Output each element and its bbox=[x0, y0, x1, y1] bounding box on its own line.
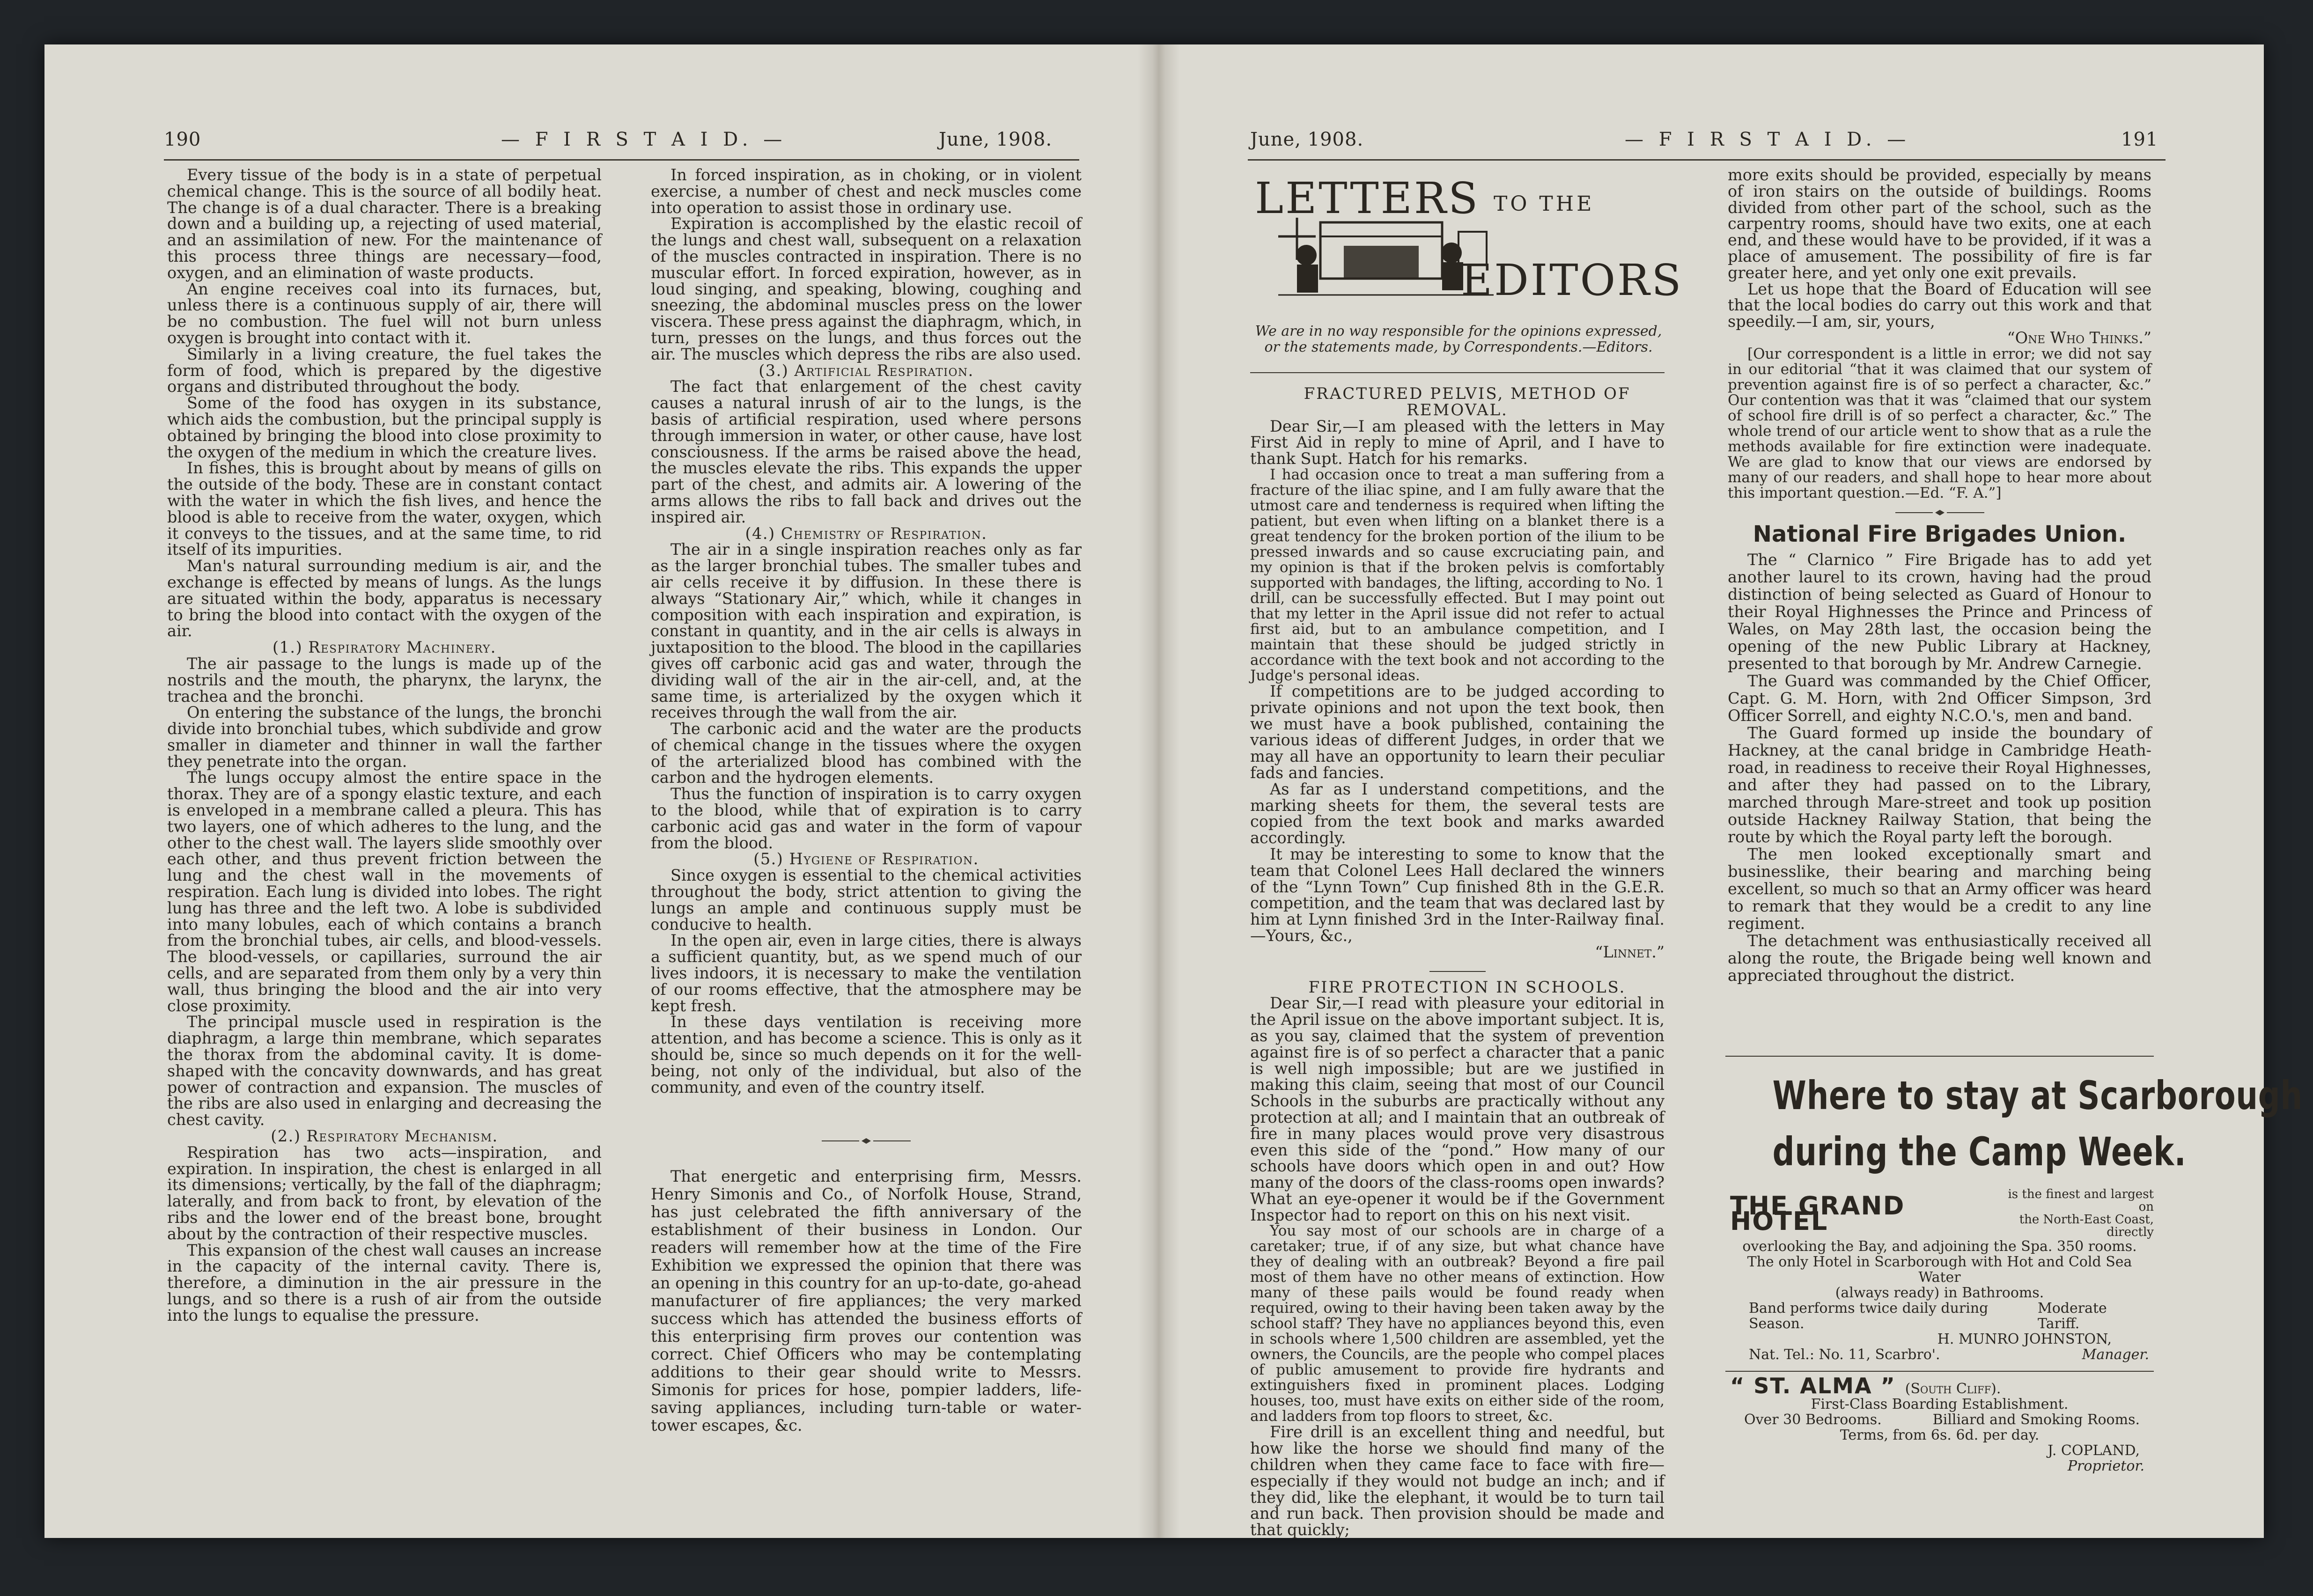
tariff-text: Moderate Tariff. bbox=[2038, 1300, 2107, 1332]
advert-headline-2: during the Camp Week. bbox=[1772, 1129, 2187, 1175]
paragraph: If competitions are to be judged according to private opinions and not upon the text book, then we must have a book published, containing the various ideas of different Judges, in order that we may all have an opportunity to learn their peculiar fads and fancies. bbox=[1250, 682, 1665, 782]
journal-title: — F I R S T A I D. — bbox=[501, 129, 787, 150]
paragraph: The air passage to the lungs is made up of the nostrils and the mouth, the pharynx, the larynx, the trachea and the bronchi. bbox=[167, 654, 602, 706]
logo-word-editors: EDITORS bbox=[1461, 255, 1683, 305]
paragraph: In forced inspiration, as in choking, or in violent exercise, a number of chest and neck muscles come into operation to assist those in ordinary use. bbox=[651, 166, 1082, 217]
paragraph: Every tissue of the body is in a state of perpetual chemical change. This is the source of all bodily heat. The change is of a dual character. There is a breaking down and a building up, a rejecting of used material, and an assimilation of new. For the maintenance of this process three things are necessary—food, oxygen, and an elimination of waste products. bbox=[167, 166, 602, 282]
advert-line: First-Class Boarding Establishment. bbox=[1811, 1396, 2069, 1412]
ornament-divider bbox=[822, 1138, 911, 1144]
paragraph: I had occasion once to treat a man suffering from a fracture of the iliac spine, and I am fully aware that the utmost care and tenderness is required when lifting the patient, but even when lifting on a blanket there is a great tendency for the broken portion of the ilium to be pressed inwards and so cause excruciating pain, and my opinion is that if the broken pelvis is comfortably supported with bandages, the lifting, according to No. 1 drill, can be successfully effected. But I may point out that my letter in the April issue did not refer to actual first aid, but to an ambulance competition, and I maintain that these should be judged strictly in accordance with the text book and not according to the Judge's personal ideas. bbox=[1250, 466, 1665, 684]
telephone: Nat. Tel.: No. 11, Scarbro'. bbox=[1749, 1346, 1940, 1363]
paragraph: Fire drill is an excellent thing and needful, but how like the horse we should find many of the children when they came face to face with fire—especially if they would not budge an inch; and if they did, like the elephant, it would be to turn tail and run back. Then provision should be made and that quickly; bbox=[1250, 1423, 1665, 1539]
billiard-text: Billiard and Smoking Rooms. bbox=[1932, 1412, 2140, 1428]
paragraph: The air in a single inspiration reaches only as far as the larger bronchial tubes. The smaller tubes and air cells receive it by diffusion. In these there is always “Stationary Air,” which, while it changes in composition with each inspiration and expiration, is constant in quantity, and in the air cells is always in juxtaposition to the blood. The blood in the capillaries gives off carbonic acid gas and water, through the dividing wall of the air in the air-cell, and, at the same time, is arterialized by the oxygen which it receives through the wall from the air. bbox=[651, 540, 1082, 722]
manager-name: H. MUNRO JOHNSTON, bbox=[1937, 1331, 2112, 1347]
left-page bbox=[44, 44, 1138, 1538]
paragraph: Expiration is accomplished by the elastic recoil of the lungs and chest wall, subsequent on a relaxation of the muscles contracted in inspiration. There is no muscular effort. In forced expiration, however, as in loud singing, and speaking, blowing, coughing and sneezing, the abdominal muscles press on the lower viscera. These press against the diaphragm, which, in turn, presses on the lungs, and thus forces out the air. The muscles which depress the ribs are also used. bbox=[651, 214, 1082, 363]
alma-name: “ ST. ALMA ” bbox=[1730, 1373, 1896, 1398]
paragraph: more exits should be provided, especially by means of iron stairs on the outside of buildings. Rooms divided from other part of the school, such as the carpentry rooms, should have two exits, one at each end, and these would have to be provided, if it was a place of amusement. The possibility of fire is far greater here, and yet only one exit prevails. bbox=[1728, 166, 2151, 282]
paragraph: Similarly in a living creature, the fuel takes the form of food, which is prepared by the digestive organs and distributed throughout the body. bbox=[167, 345, 602, 396]
paragraph: The detachment was enthusiastically received all along the route, the Brigade being well known and appreciated throughout the district. bbox=[1728, 931, 2151, 985]
paragraph: The Guard formed up inside the boundary of Hackney, at the canal bridge in Cambridge Heath-road, in readiness to receive their Royal Highnesses, and after they had passed on to the Library, marched through Mare-street and took up position outside Hackney Railway Station, that being the route by which the Royal party left the borough. bbox=[1728, 723, 2151, 846]
letter-heading: FIRE PROTECTION IN SCHOOLS. bbox=[1308, 978, 1626, 997]
paragraph: This expansion of the chest wall causes an increase in the capacity of the internal cavity. There is, therefore, a diminution in the air pressure in the lungs, and so there is a rush of air from the outside into the lungs to equalise the pressure. bbox=[167, 1241, 602, 1324]
section-heading: (2.) Respiratory Mechanism. bbox=[271, 1127, 498, 1146]
magazine-spread bbox=[44, 44, 2303, 1539]
alma-title-row bbox=[1730, 1373, 2154, 1398]
advert-line-row bbox=[1725, 1301, 2154, 1331]
ornament-divider bbox=[1895, 509, 1984, 516]
paragraph: Thus the function of inspiration is to carry oxygen to the blood, while that of expiration is to carry carbonic acid gas and water in the form of vapour from the blood. bbox=[651, 785, 1082, 852]
paragraph: Dear Sir,—I read with pleasure your editorial in the April issue on the above important subject. It is, as you say, claimed that the system of prevention against fire is of so perfect a character that a panic is well nigh impossible; but are we justified in making this claim, seeing that most of our Council Schools in the suburbs are practically without any protection at all; and I maintain that an outbreak of fire in many places would prove very disastrous even this side of the “pond.” How many of our schools have doors which open in and out? How many of the doors of the class-rooms open inwards? What an eye-opener it would be if the Government Inspector had to report on this on his next visit. bbox=[1250, 994, 1665, 1224]
band-text: Band performs twice daily during Season. bbox=[1749, 1300, 1989, 1332]
hotel-name: THE GRAND HOTEL bbox=[1730, 1191, 1905, 1236]
advert-divider bbox=[1725, 1371, 2154, 1372]
advert-line: (always ready) in Bathrooms. bbox=[1835, 1285, 2044, 1301]
page-number: 190 bbox=[164, 129, 201, 150]
issue-date: June, 1908. bbox=[1250, 129, 1364, 150]
paragraph: You say most of our schools are in charge of a caretaker; true, if of any size, but what chance have they of dealing with an outbreak? Beyond a fire pail most of them have no other means of extinction. How many of these pails would be found ready when required, owing to their having been taken away by the school staff? They have no appliances beyond this, even in schools where 1,500 children are assembled, yet the owners, the Councils, are the people who compel places of public amusement to provide fire hydrants and extinguishers fixed in prominent places. Lodging houses, too, must have exits on either side of the room, and ladders from top floors to street, &c. bbox=[1250, 1222, 1665, 1425]
section-title: National Fire Brigades Union. bbox=[1753, 521, 2127, 547]
short-rule bbox=[1429, 971, 1486, 972]
advert-line: Terms, from 6s. 6d. per day. bbox=[1840, 1427, 2040, 1443]
paragraph: The men looked exceptionally smart and businesslike, their bearing and marching being excellent, so much so that an Army officer was heard to remark that they would be a credit to any line regiment. bbox=[1728, 845, 2151, 933]
proprietor-name: J. COPLAND, bbox=[2048, 1442, 2140, 1459]
page-number: 191 bbox=[2121, 129, 2158, 150]
book-gutter bbox=[1138, 44, 1180, 1538]
advert-headline-1: Where to stay at Scarborough bbox=[1772, 1073, 2303, 1118]
left-column-1 bbox=[167, 167, 602, 1445]
paragraph: An engine receives coal into its furnaces, but, unless there is a continuous supply of air, there will be no combustion. The fuel will not burn unless oxygen is brought into contact with it. bbox=[167, 279, 602, 347]
letter-heading: FRACTURED PELVIS, METHOD OF REMOVAL. bbox=[1304, 384, 1631, 419]
disclaimer: We are in no way responsible for the opinions expressed, or the statements made, by Correspondents.—Editors. bbox=[1255, 323, 1662, 355]
journal-title: — F I R S T A I D. — bbox=[1625, 129, 1911, 150]
paragraph: That energetic and enterprising firm, Messrs. Henry Simonis and Co., of Norfolk House, Strand, has just celebrated the fifth anniversary of the establishment of their business in London. Our readers will remember how at the time of the Fire Exhibition we expressed the opinion that there was an opening in this country for an up-to-date, go-ahead manufacturer of fire appliances; the very marked success which has attended the business efforts of this enterprising firm proves our contention was correct. Chief Officers who may be contemplating additions to their gear should write to Messrs. Simonis for prices for hose, pompier ladders, life-saving appliances, including turn-table or water-tower escapes, &c. bbox=[651, 1167, 1082, 1435]
paragraph: Let us hope that the Board of Education will see that the local bodies do carry out this work and that speedily.—I am, sir, yours, bbox=[1728, 279, 2151, 331]
letters-to-the-editors-logo bbox=[1250, 171, 1683, 311]
paragraph: The carbonic acid and the water are the products of chemical change in the tissues where the oxygen of the arterialized blood has combined with the carbon and the hydrogen elements. bbox=[651, 720, 1082, 787]
caption-rule bbox=[1250, 372, 1665, 373]
paragraph: It may be interesting to some to know that the team that Colonel Lees Hall declared the winners of the “Lynn Town” Cup finished 8th in the G.E.R. competition, and the team that was declared last by him at Lynn finished 3rd in the Inter-Railway final.—Yours, &c., bbox=[1250, 845, 1665, 945]
paragraph: The principal muscle used in respiration is the diaphragm, a large thin membrane, which separates the thorax from the abdominal cavity. It is dome-shaped with the concavity downwards, and has great power of contraction and expansion. The muscles of the ribs are also used in enlarging and decreasing the chest cavity. bbox=[167, 1013, 602, 1129]
paragraph: Since oxygen is essential to the chemical activities throughout the body, strict attention to giving the lungs an ample and continuous supply must be conducive to health. bbox=[651, 866, 1082, 934]
section-heading: (4.) Chemistry of Respiration. bbox=[745, 524, 987, 543]
advert-rule bbox=[1725, 1056, 2154, 1057]
hotel-tagline bbox=[1990, 1188, 2154, 1239]
paragraph: Respiration has two acts—inspiration, and expiration. In inspiration, the chest is enlarged in all its dimensions; vertically, by the fall of the diaphragm; laterally, and from back to front, by elevation of the ribs and the lower end of the breast bone, brought about by the contraction of their respective muscles. bbox=[167, 1143, 602, 1243]
right-column-2 bbox=[1728, 167, 2151, 1038]
logo-word-letters: LETTERS bbox=[1255, 173, 1480, 223]
header-rule bbox=[164, 159, 1079, 161]
hotel-tagline-line-1: is the finest and largest on bbox=[2008, 1187, 2154, 1214]
proprietor-title: Proprietor. bbox=[2067, 1458, 2144, 1474]
advert-line-row bbox=[1725, 1347, 2154, 1362]
paragraph: Dear Sir,—I am pleased with the letters in May First Aid in reply to mine of April, and I have to thank Supt. Hatch for his remarks. bbox=[1250, 417, 1665, 468]
left-column-2 bbox=[651, 167, 1082, 1445]
paragraph: As far as I understand competitions, and the marking sheets for them, the several tests are copied from the text book and marks awarded accordingly. bbox=[1250, 780, 1665, 847]
paragraph: The “ Clarnico ” Fire Brigade has to add yet another laurel to its crown, having had the proud distinction of being selected as Guard of Honour to their Royal Highnesses the Prince and Princess of Wales, on May 28th last, the occasion being the opening of the new Public Library at Hackney, presented to that borough by Mr. Andrew Carnegie. bbox=[1728, 550, 2151, 673]
alma-location: (South Cliff). bbox=[1905, 1381, 2001, 1397]
advert-line-row bbox=[1725, 1412, 2154, 1427]
bedrooms-text: Over 30 Bedrooms. bbox=[1744, 1412, 1882, 1428]
paragraph: In the open air, even in large cities, there is always a sufficient quantity, but, as we spend much of our lives indoors, it is necessary to make the ventilation of our rooms effective, that the atmosphere may be kept fresh. bbox=[651, 931, 1082, 1015]
paragraph: Man's natural surrounding medium is air, and the exchange is effected by means of lungs. As the lungs are situated within the body, apparatus is necessary to bring the blood into contact with the oxygen of the air. bbox=[167, 557, 602, 640]
signature: “One Who Thinks.” bbox=[2007, 328, 2151, 347]
hotel-tagline-line-2: the North-East Coast, directly bbox=[2019, 1213, 2154, 1239]
paragraph: On entering the substance of the lungs, the bronchi divide into bronchial tubes, which subdivide and grow smaller in diameter and thinner in wall the farther they penetrate into the organ. bbox=[167, 703, 602, 771]
hotel-name-row bbox=[1725, 1188, 2154, 1239]
paragraph: In fishes, this is brought about by means of gills on the outside of the body. These are in constant contact with the water in which the fish lives, and hence the blood is able to receive from the water, oxygen, which it conveys to the tissues, and at the same time, to rid itself of its impurities. bbox=[167, 459, 602, 559]
manager-title: Manager. bbox=[2082, 1346, 2149, 1363]
header-rule bbox=[1248, 159, 2166, 161]
paragraph: Some of the food has oxygen in its substance, which aids the combustion, but the principal supply is obtained by bringing the blood into close proximity to the oxygen of the medium in which the creature lives. bbox=[167, 394, 602, 461]
editorial-note: [Our correspondent is a little in error; we did not say in our editorial “that it was claimed that our system of prevention against fire is of so perfect a character, &c.” Our contention was that it was “claimed that our system of school fire drill is of so perfect a character, &c.” The whole trend of our article went to show that as a rule the methods available for fire extinction were inadequate. We are glad to know that our views are endorsed by many of our readers, and shall hope to hear more about this important question.—Ed. “F. A.”] bbox=[1728, 345, 2151, 501]
logo-word-to-the: TO THE bbox=[1494, 192, 1595, 216]
paragraph: In these days ventilation is receiving more attention, and has become a science. This is only as it should be, since so much depends on it for the well-being, not only of the individual, but also of the community, and even of the country itself. bbox=[651, 1013, 1082, 1096]
section-heading: (1.) Respiratory Machinery. bbox=[273, 638, 496, 657]
signature: “Linnet.” bbox=[1595, 942, 1665, 961]
section-heading: (3.) Artificial Respiration. bbox=[759, 361, 974, 380]
right-column-1 bbox=[1250, 379, 1665, 1539]
scarborough-advert bbox=[1725, 1067, 2303, 1474]
issue-date: June, 1908. bbox=[939, 129, 1053, 150]
paragraph: The lungs occupy almost the entire space in the thorax. They are of a spongy elastic texture, and each is enveloped in a membrane called a pleura. This has two layers, one of which adheres to the lung, and the other to the chest wall. The layers slide smoothly over each other, and thus prevent friction between the lung and the chest wall in the movements of respiration. Each lung is divided into lobes. The right lung has three and the left two. A lobe is subdivided into many lobules, each of which contains a branch from the bronchial tubes, air cells, and blood-vessels. The blood-vessels, or capillaries, surround the air cells, and are separated from them only by a very thin wall, thus bringing the blood and the air into very close proximity. bbox=[167, 768, 602, 1015]
section-heading: (5.) Hygiene of Respiration. bbox=[753, 850, 979, 868]
advert-line: The only Hotel in Scarborough with Hot and Cold Sea Water bbox=[1747, 1254, 2132, 1286]
paragraph: The fact that enlargement of the chest cavity causes a natural inrush of air to the lungs, is the basis of artificial respiration, used where persons through immersion in water, or other cause, have lost consciousness. If the arms be raised above the head, the muscles elevate the ribs. This expands the upper part of the chest, and admits air. A lowering of the arms allows the ribs to fall back and drives out the inspired air. bbox=[651, 377, 1082, 526]
paragraph: The Guard was commanded by the Chief Officer, Capt. G. M. Horn, with 2nd Officer Simpson, 3rd Officer Sorrell, and eighty N.C.O.'s, men and band. bbox=[1728, 671, 2151, 725]
advert-line: overlooking the Bay, and adjoining the Spa. 350 rooms. bbox=[1742, 1238, 2137, 1255]
right-page bbox=[1180, 44, 2303, 1539]
